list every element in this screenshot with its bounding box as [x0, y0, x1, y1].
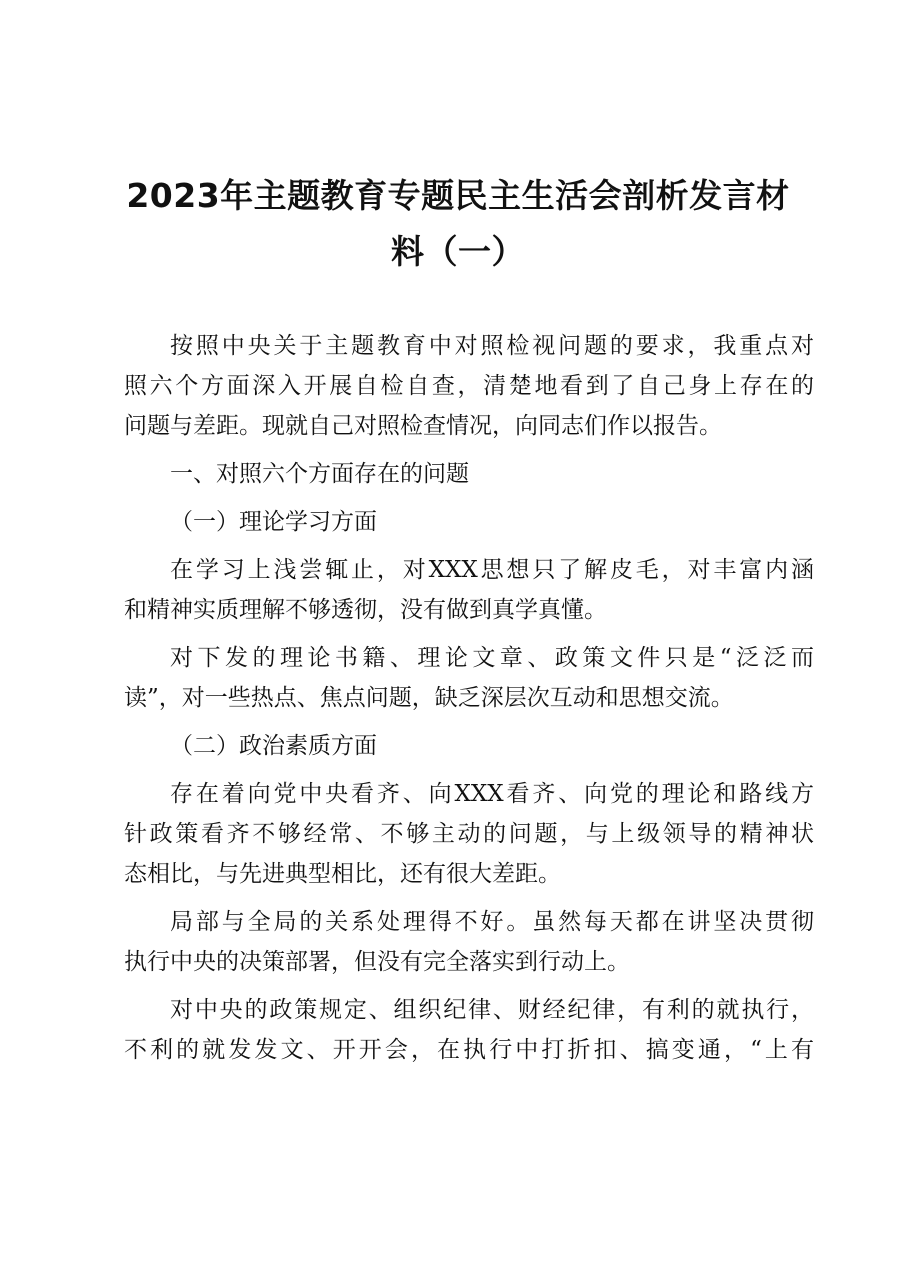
- document-body: [124, 326, 814, 1078]
- paragraph-line: 在学习上浅尝辄止，对XXX思想只了解皮毛，对丰富内涵: [170, 557, 814, 583]
- paragraph-line: 不利的就发发文、开开会，在执行中打折扣、搞变通，“上有: [124, 1037, 814, 1063]
- paragraph-line: 对中央的政策规定、组织纪律、财经纪律，有利的就执行，: [170, 997, 814, 1023]
- paragraph-line: 对下发的理论书籍、理论文章、政策文件只是“泛泛而: [170, 645, 814, 671]
- paragraph-line: （二）政治素质方面: [170, 733, 377, 759]
- paragraph-line: （一）理论学习方面: [170, 509, 377, 535]
- paragraph-line: 一、对照六个方面存在的问题: [170, 461, 469, 487]
- paragraph-line: 针政策看齐不够经常、不够主动的问题，与上级领导的精神状: [124, 821, 814, 847]
- paragraph-line: 执行中央的决策部署，但没有完全落实到行动上。: [124, 949, 630, 975]
- paragraph-line: 局部与全局的关系处理得不好。虽然每天都在讲坚决贯彻: [170, 909, 814, 935]
- paragraph: [124, 502, 814, 542]
- paragraph-line: 照六个方面深入开展自检自查，清楚地看到了自己身上存在的: [124, 373, 814, 399]
- paragraph: [124, 990, 814, 1070]
- paragraph: [124, 774, 814, 894]
- title-line: 料（一）: [391, 232, 525, 271]
- paragraph: [124, 638, 814, 718]
- paragraph-line: 和精神实质理解不够透彻，没有做到真学真懂。: [124, 597, 607, 623]
- paragraph: [124, 550, 814, 630]
- paragraph-line: 读”，对一些热点、焦点问题，缺乏深层次互动和思想交流。: [124, 685, 734, 711]
- document-title: [118, 168, 798, 280]
- paragraph: [124, 326, 814, 446]
- paragraph: [124, 726, 814, 766]
- paragraph-line: 按照中央关于主题教育中对照检视问题的要求，我重点对: [170, 333, 814, 359]
- title-line: 2023年主题教育专题民主生活会剖析发言材: [126, 176, 790, 215]
- paragraph: [124, 454, 814, 494]
- paragraph-line: 问题与差距。现就自己对照检查情况，向同志们作以报告。: [124, 413, 722, 439]
- paragraph-line: 存在着向党中央看齐、向XXX看齐、向党的理论和路线方: [170, 781, 814, 807]
- paragraph: [124, 902, 814, 982]
- paragraph-line: 态相比，与先进典型相比，还有很大差距。: [124, 861, 561, 887]
